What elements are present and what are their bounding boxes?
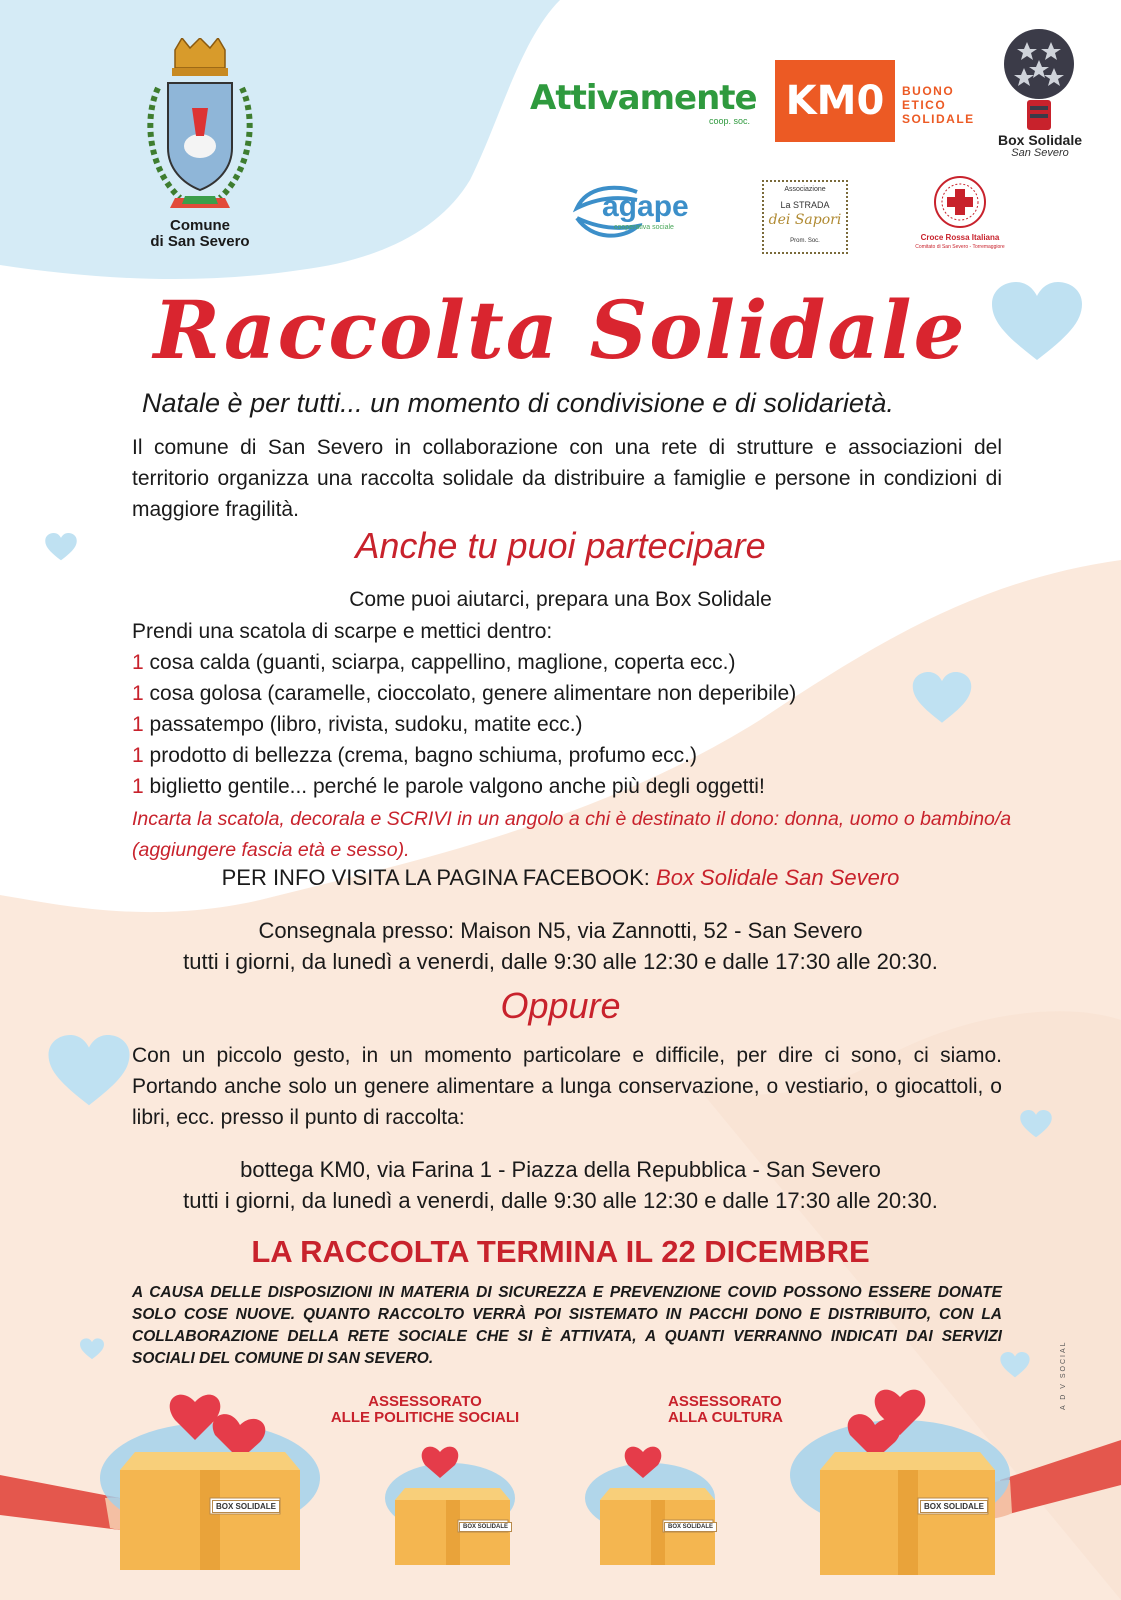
coat-of-arms-icon bbox=[130, 38, 270, 213]
list-item bbox=[132, 771, 1012, 802]
comune-name-line2: di San Severo bbox=[150, 233, 250, 250]
facebook-page-link[interactable]: Box Solidale San Severo bbox=[656, 865, 900, 890]
croce-rossa-logo bbox=[905, 175, 1015, 255]
item-text: prodotto di bellezza (crema, bagno schiuma, profumo ecc.) bbox=[143, 744, 697, 767]
croce-rossa-name: Croce Rossa Italiana bbox=[920, 233, 1000, 242]
item-qty: 1 bbox=[132, 651, 144, 674]
box-label: BOX SOLIDALE bbox=[664, 1522, 717, 1532]
gift-boxes-illustration bbox=[0, 1380, 1121, 1600]
km0-tagline bbox=[902, 84, 975, 126]
facebook-info bbox=[0, 865, 1121, 891]
box-label: BOX SOLIDALE bbox=[920, 1500, 988, 1513]
covid-disclaimer: A CAUSA DELLE DISPOSIZIONI IN MATERIA DI SICUREZZA E PREVENZIONE COVID POSSONO ESSERE DONATE SOLO COSE NUOVE. QUANTO RACCOLTO VERRÀ POI SISTEMATO IN PACCHI DONO E DISTRIBUITO, CON LA COLLABORAZIONE DELLA RETE SOCIALE CHE SI È ATTIVATA, A QUANTI VERRANNO INDICATI DAI SERVIZI SOCIALI DEL COMUNE DI SAN SEVERO. bbox=[132, 1284, 1002, 1367]
box-label: BOX SOLIDALE bbox=[459, 1522, 512, 1532]
adv-social-credit: A D V SOCIAL bbox=[1060, 1340, 1067, 1410]
strada-mid: La STRADA bbox=[780, 200, 830, 210]
wrap-note: Incarta la scatola, decorala e SCRIVI in un angolo a chi è destinato il dono: donna, uomo o bambino/a (aggiungere fascia età e sesso). bbox=[132, 808, 1012, 861]
assessorato1-line2: ALLE POLITICHE SOCIALI bbox=[330, 1409, 520, 1426]
intro-paragraph: Il comune di San Severo in collaborazione con una rete di strutture e associazioni del territorio organizza una raccolta solidale da distribuire a famiglie e persone in condizioni di maggiore fragilità. bbox=[132, 436, 1002, 521]
km0-logo bbox=[775, 60, 895, 142]
assessorato1-line1: ASSESSORATO bbox=[368, 1393, 482, 1410]
km0-line2: ETICO bbox=[902, 98, 947, 112]
heart-icon bbox=[1000, 1352, 1030, 1378]
list-item bbox=[132, 740, 1012, 771]
deadline: LA RACCOLTA TERMINA IL 22 DICEMBRE bbox=[251, 1234, 870, 1269]
red-cross-icon bbox=[933, 175, 987, 229]
section-heading-participate: Anche tu puoi partecipare bbox=[355, 525, 766, 566]
km0-line3: SOLIDALE bbox=[902, 112, 975, 126]
delivery-point-1: Consegnala presso: Maison N5, via Zannotti, 52 - San Severo bbox=[258, 918, 863, 943]
agape-sub: cooperativa sociale bbox=[614, 224, 674, 231]
section2-paragraph: Con un piccolo gesto, in un momento particolare e difficile, per dire ci sono, ci siamo. Portando anche solo un genere alimentare a lunga conservazione, o vestiario, o giocattoli, o libri, ecc. presso il punto di raccolta: bbox=[132, 1044, 1002, 1129]
list-item bbox=[132, 709, 1012, 740]
item-qty: 1 bbox=[132, 713, 144, 736]
item-text: cosa calda (guanti, sciarpa, cappellino, maglione, coperta ecc.) bbox=[143, 651, 736, 674]
facebook-info-label: PER INFO VISITA LA PAGINA FACEBOOK: bbox=[221, 865, 657, 890]
item-qty: 1 bbox=[132, 744, 144, 767]
km0-mark: KM0 bbox=[785, 78, 885, 124]
list-item bbox=[132, 678, 1012, 709]
page-title: Raccolta Solidale bbox=[153, 283, 967, 377]
strada-main: dei Sapori bbox=[768, 212, 842, 228]
heart-icon bbox=[80, 1338, 104, 1360]
delivery-hours-2: tutti i giorni, da lunedì a venerdi, dalle 9:30 alle 12:30 e dalle 17:30 alle 20:30. bbox=[183, 1188, 938, 1213]
box-label: BOX SOLIDALE bbox=[212, 1500, 280, 1513]
box-solidale-logo bbox=[980, 28, 1100, 163]
agape-name: agape bbox=[602, 190, 689, 223]
item-text: passatempo (libro, rivista, sudoku, matite ecc.) bbox=[143, 713, 583, 736]
items-list bbox=[132, 647, 1012, 802]
star-bulb-icon bbox=[1002, 28, 1076, 133]
strada-sapori-logo bbox=[762, 180, 848, 254]
tagline: Natale è per tutti... un momento di condivisione e di solidarietà. bbox=[142, 388, 894, 418]
item-qty: 1 bbox=[132, 682, 144, 705]
heart-icon bbox=[992, 282, 1082, 362]
attivamente-sub: coop. soc. bbox=[708, 116, 750, 126]
heart-icon bbox=[1020, 1110, 1052, 1138]
take-a-box: Prendi una scatola di scarpe e mettici dentro: bbox=[132, 620, 553, 643]
delivery-point-2: bottega KM0, via Farina 1 - Piazza della Repubblica - San Severo bbox=[240, 1157, 881, 1182]
comune-logo bbox=[130, 38, 270, 248]
km0-line1: BUONO bbox=[902, 84, 955, 98]
box-solidale-sub: San Severo bbox=[1011, 147, 1069, 159]
list-item bbox=[132, 647, 1012, 678]
strada-bottom: Prom. Soc. bbox=[790, 238, 820, 244]
assessorato2-line1: ASSESSORATO bbox=[668, 1393, 782, 1410]
item-text: cosa golosa (caramelle, cioccolato, genere alimentare non deperibile) bbox=[143, 682, 797, 705]
croce-rossa-sub: Comitato di San Severo - Torremaggiore bbox=[915, 244, 1005, 250]
how-to-help: Come puoi aiutarci, prepara una Box Solidale bbox=[349, 588, 772, 611]
comune-name-line1: Comune bbox=[170, 217, 230, 234]
assessorato2-line2: ALLA CULTURA bbox=[668, 1409, 783, 1426]
box-solidale-name: Box Solidale bbox=[997, 132, 1083, 148]
section-heading-or: Oppure bbox=[500, 985, 621, 1026]
item-qty: 1 bbox=[132, 775, 144, 798]
attivamente-name: Attivamente bbox=[530, 78, 757, 118]
attivamente-logo bbox=[530, 80, 760, 130]
agape-logo bbox=[572, 180, 712, 250]
item-text: biglietto gentile... perché le parole valgono anche più degli oggetti! bbox=[143, 775, 765, 798]
heart-icon bbox=[48, 1035, 130, 1107]
strada-top: Associazione bbox=[784, 186, 826, 193]
delivery-hours-1: tutti i giorni, da lunedì a venerdi, dalle 9:30 alle 12:30 e dalle 17:30 alle 20:30. bbox=[183, 949, 938, 974]
